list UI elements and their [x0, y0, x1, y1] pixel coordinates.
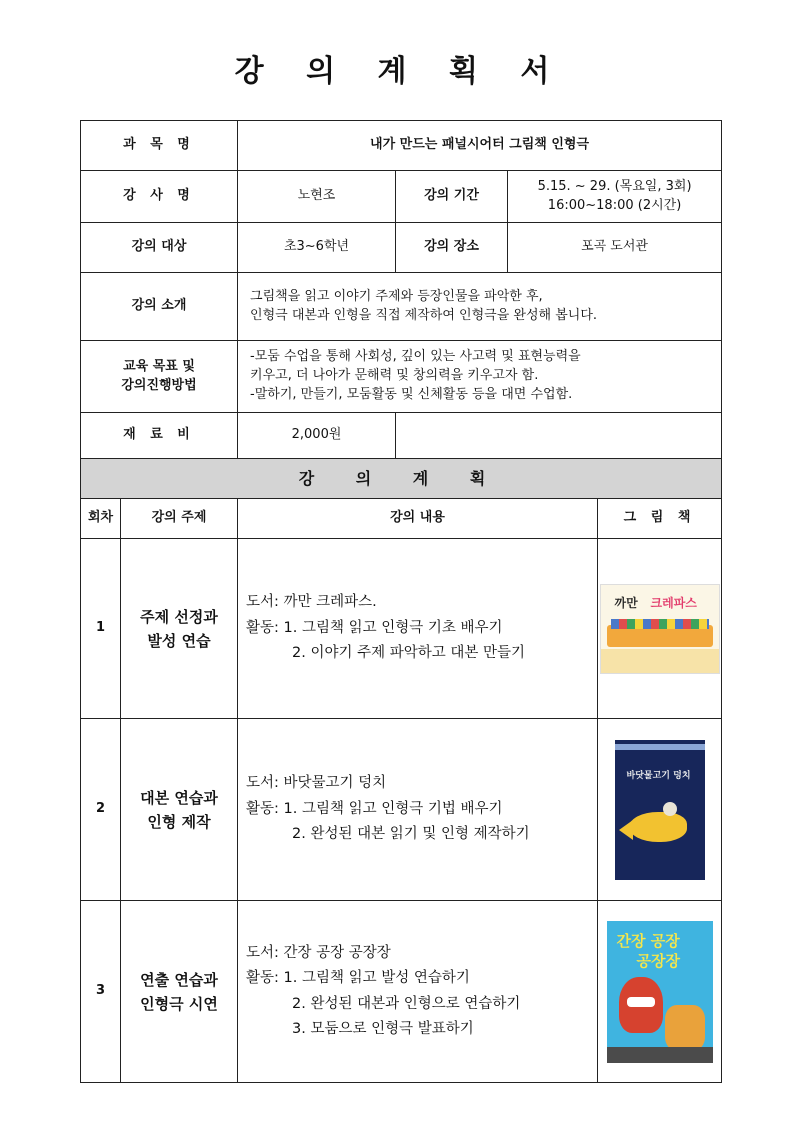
session-number: 3 — [81, 901, 121, 1083]
goal-line: -말하기, 만들기, 모둠활동 및 신체활동 등을 대면 수업함. — [250, 386, 573, 402]
place-label: 강의 장소 — [396, 223, 508, 273]
target-value: 초3~6학년 — [238, 223, 396, 273]
instructor-row — [81, 171, 722, 223]
header-book: 그 림 책 — [598, 499, 722, 539]
plan-band-title: 강 의 계 획 — [81, 459, 722, 499]
period-dates: 5.15. ~ 29. (목요일, 3회) — [537, 178, 692, 194]
plan-row-1 — [81, 539, 722, 719]
activity-line: 활동: 1. 그림책 읽고 인형극 기초 배우기 — [246, 619, 503, 636]
session-topic — [121, 901, 238, 1083]
instructor-value: 노현조 — [238, 171, 396, 223]
activity-line: 활동: 1. 그림책 읽고 발성 연습하기 — [246, 970, 470, 987]
topic-line: 발성 연습 — [147, 631, 211, 650]
lecture-plan-table — [80, 120, 722, 1083]
session-number: 1 — [81, 539, 121, 719]
fee-label: 재 료 비 — [81, 413, 238, 459]
session-content — [238, 719, 598, 901]
goal-label-line: 교육 목표 및 — [123, 358, 195, 374]
target-row — [81, 223, 722, 273]
topic-line: 인형 제작 — [147, 812, 211, 831]
topic-line: 연출 연습과 — [140, 970, 218, 989]
course-label: 과 목 명 — [81, 121, 238, 171]
intro-text — [238, 273, 722, 341]
book-cover-soy-factory — [607, 921, 713, 1063]
cover-title: 바닷물고기 덩치 — [626, 770, 691, 781]
document-title: 강 의 계 획 서 — [234, 54, 566, 89]
goal-text — [238, 341, 722, 413]
period-value — [508, 171, 722, 223]
cover-illustration — [665, 1005, 705, 1051]
cover-illustration — [601, 649, 719, 673]
activity-line: 2. 완성된 대본과 인형으로 연습하기 — [292, 995, 521, 1012]
goal-line: 키우고, 더 나아가 문해력 및 창의력을 키우고자 함. — [250, 368, 539, 384]
session-number: 2 — [81, 719, 121, 901]
book-cover-sea-fish — [615, 740, 705, 880]
intro-line: 그림책을 읽고 이야기 주제와 등장인물을 파악한 후, — [250, 288, 543, 304]
target-label: 강의 대상 — [81, 223, 238, 273]
cover-title: 공장장 — [636, 951, 681, 970]
topic-line: 주제 선정과 — [140, 607, 218, 626]
intro-label: 강의 소개 — [81, 273, 238, 341]
topic-line: 인형극 시연 — [140, 994, 218, 1013]
goal-row — [81, 341, 722, 413]
cover-illustration — [663, 802, 677, 816]
book-name-line: 도서: 까만 크레파스. — [246, 594, 377, 611]
session-topic — [121, 719, 238, 901]
header-content: 강의 내용 — [238, 499, 598, 539]
book-cover-cell — [598, 719, 722, 901]
instructor-label: 강 사 명 — [81, 171, 238, 223]
fee-row — [81, 413, 722, 459]
cover-title: 까만 — [614, 595, 638, 610]
cover-illustration — [607, 1047, 713, 1063]
topic-line: 대본 연습과 — [140, 788, 218, 807]
cover-illustration — [619, 820, 633, 840]
plan-header-row — [81, 499, 722, 539]
session-topic — [121, 539, 238, 719]
cover-illustration — [611, 619, 709, 629]
plan-row-3 — [81, 901, 722, 1083]
book-name-line: 도서: 바닷물고기 덩치 — [246, 775, 387, 792]
place-value: 포곡 도서관 — [508, 223, 722, 273]
activity-line: 활동: 1. 그림책 읽고 인형극 기법 배우기 — [246, 800, 503, 817]
course-value: 내가 만드는 패널시어터 그림책 인형극 — [238, 121, 722, 171]
cover-series-band — [615, 744, 705, 750]
goal-line: -모둠 수업을 통해 사회성, 깊이 있는 사고력 및 표현능력을 — [250, 349, 581, 365]
activity-line: 2. 완성된 대본 읽기 및 인형 제작하기 — [292, 826, 530, 843]
header-topic: 강의 주제 — [121, 499, 238, 539]
plan-band-row — [81, 459, 722, 499]
plan-row-2 — [81, 719, 722, 901]
cover-title: 크레파스 — [650, 595, 697, 610]
session-content — [238, 539, 598, 719]
book-name-line: 도서: 간장 공장 공장장 — [246, 944, 391, 961]
activity-line: 3. 모둠으로 인형극 발표하기 — [292, 1020, 474, 1037]
cover-illustration — [629, 812, 687, 842]
cover-title: 간장 공장 — [616, 931, 680, 950]
header-session: 회차 — [81, 499, 121, 539]
goal-label — [81, 341, 238, 413]
intro-row — [81, 273, 722, 341]
book-cover-cell — [598, 901, 722, 1083]
fee-empty-cell — [396, 413, 722, 459]
activity-line: 2. 이야기 주제 파악하고 대본 만들기 — [292, 645, 525, 662]
fee-value: 2,000원 — [238, 413, 396, 459]
book-cover-black-crayon — [600, 584, 720, 674]
session-content — [238, 901, 598, 1083]
cover-illustration — [627, 997, 655, 1007]
book-cover-cell — [598, 539, 722, 719]
intro-line: 인형극 대본과 인형을 직접 제작하여 인형극을 완성해 봅니다. — [250, 307, 598, 323]
period-label: 강의 기간 — [396, 171, 508, 223]
goal-label-line: 강의진행방법 — [121, 377, 197, 393]
period-time: 16:00~18:00 (2시간) — [547, 197, 682, 213]
course-row — [81, 121, 722, 171]
